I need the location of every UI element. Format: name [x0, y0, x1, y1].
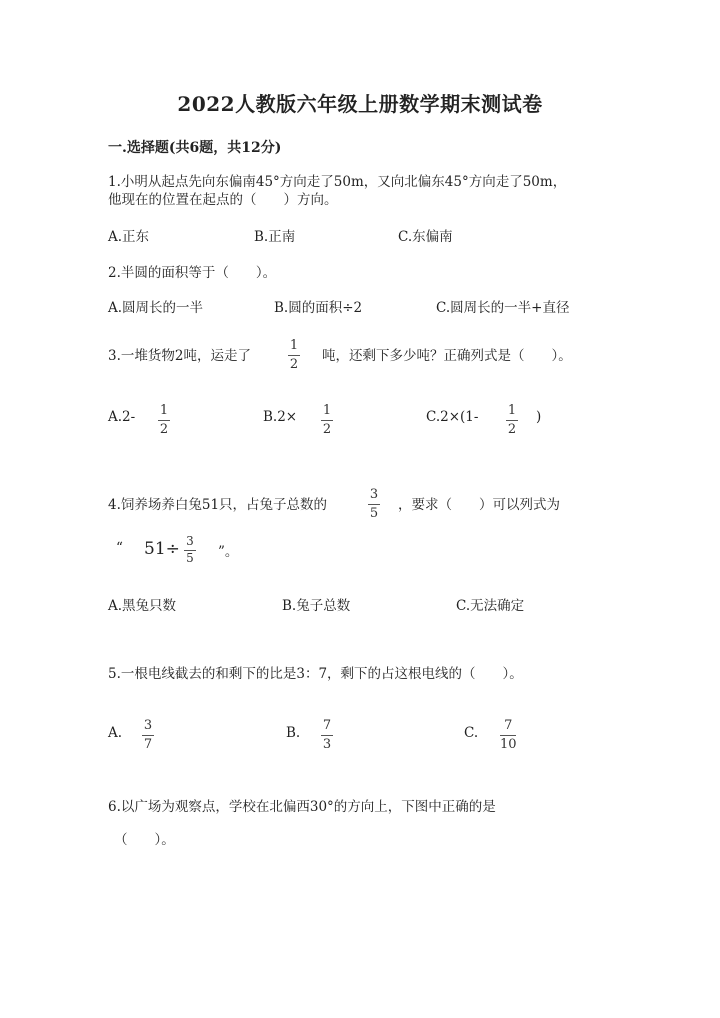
fraction-numerator: 7 — [504, 718, 513, 733]
fraction-numerator: 1 — [289, 338, 299, 353]
question-1-line-1: 1.小明从起点先向东偏南45°方向走了50m，又向北偏东45°方向走了50m， — [108, 174, 567, 190]
question-3-text-after: 吨，还剩下多少吨？正确列式是（ ）。 — [322, 348, 572, 364]
question-5-option-b-label: B. — [286, 725, 301, 741]
question-2-option-b: B.圆的面积÷2 — [274, 300, 363, 316]
fraction-numerator: 1 — [507, 403, 517, 418]
question-3-option-a: A.2- — [108, 409, 136, 425]
fraction-denominator: 5 — [186, 551, 194, 565]
fraction-denominator: 7 — [143, 737, 153, 752]
fraction-bar — [368, 504, 380, 505]
question-4-expression: 51÷ — [144, 539, 180, 559]
question-1-option-b: B.正南 — [254, 229, 296, 245]
question-4-option-b: B.兔子总数 — [282, 598, 351, 614]
question-1-line-2: 他现在的位置在起点的（ ）方向。 — [108, 192, 338, 208]
page-title: 2022人教版六年级上册数学期末测试卷 — [177, 92, 543, 116]
question-3-option-b: B.2× — [263, 409, 298, 425]
question-3-fraction — [288, 338, 300, 372]
fraction-numerator: 7 — [322, 718, 332, 733]
question-2-option-a: A.圆周长的一半 — [108, 300, 204, 316]
fraction-bar — [506, 420, 518, 421]
fraction-denominator: 2 — [289, 357, 299, 372]
question-3-option-c-fraction — [506, 403, 518, 437]
section-heading: 一.选择题(共6题，共12分) — [108, 140, 282, 156]
fraction-denominator: 3 — [322, 737, 332, 752]
question-5-option-c-fraction — [500, 718, 517, 752]
fraction-denominator: 2 — [322, 422, 332, 437]
question-5-option-b-fraction — [321, 718, 333, 752]
question-4-fraction — [368, 487, 380, 521]
question-4-quote-close: ”。 — [218, 544, 239, 560]
question-1-option-a: A.正东 — [108, 229, 150, 245]
question-6-line-1: 6.以广场为观察点，学校在北偏西30°的方向上，下图中正确的是 — [108, 799, 496, 815]
fraction-numerator: 3 — [369, 487, 379, 502]
question-3-option-b-fraction — [321, 403, 333, 437]
fraction-bar — [158, 420, 170, 421]
question-2-text: 2.半圆的面积等于（ ）。 — [108, 265, 277, 281]
fraction-denominator: 2 — [507, 422, 517, 437]
question-3-option-c: C.2×(1- — [426, 409, 479, 425]
question-4-option-a: A.黑兔只数 — [108, 598, 177, 614]
question-2-option-c: C.圆周长的一半+直径 — [436, 300, 570, 316]
fraction-numerator: 1 — [159, 403, 169, 418]
question-4-text-after: ，要求（ ）可以列式为 — [398, 497, 560, 513]
fraction-bar — [321, 735, 333, 736]
question-4-text-before: 4.饲养场养白兔51只，占兔子总数的 — [108, 497, 328, 513]
fraction-numerator: 3 — [186, 534, 194, 548]
fraction-bar — [142, 735, 154, 736]
fraction-numerator: 1 — [322, 403, 332, 418]
fraction-bar — [500, 735, 516, 736]
question-1-option-c: C.东偏南 — [398, 229, 453, 245]
fraction-numerator: 3 — [143, 718, 153, 733]
question-4-expression-fraction — [184, 535, 196, 565]
question-5-option-a-label: A. — [108, 725, 123, 741]
question-5-text: 5.一根电线截去的和剩下的比是3：7，剩下的占这根电线的（ ）。 — [108, 666, 523, 682]
question-5-option-a-fraction — [142, 718, 154, 752]
question-6-line-2: （ ）。 — [114, 832, 175, 848]
question-4-option-c: C.无法确定 — [456, 598, 525, 614]
question-3-option-c-close: ) — [536, 409, 542, 425]
question-5-option-c-label: C. — [464, 725, 479, 741]
fraction-denominator: 2 — [159, 422, 169, 437]
fraction-bar — [288, 355, 300, 356]
fraction-bar — [321, 420, 333, 421]
fraction-denominator: 10 — [500, 737, 517, 752]
question-3-text-before: 3.一堆货物2吨，运走了 — [108, 348, 251, 364]
question-3-option-a-fraction — [158, 403, 170, 437]
question-4-quote-open: “ — [116, 540, 123, 556]
fraction-denominator: 5 — [369, 506, 379, 521]
